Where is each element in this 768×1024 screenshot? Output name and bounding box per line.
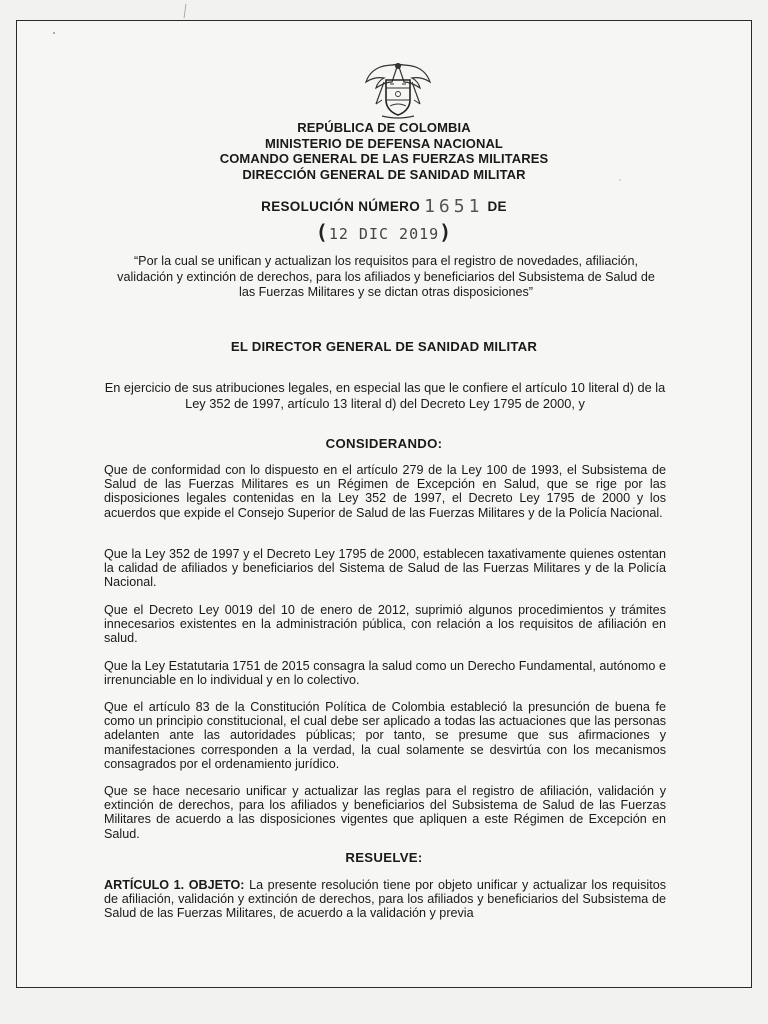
considerando-paragraph: Que la Ley Estatutaria 1751 de 2015 consagra la salud como un Derecho Fundamental, autónomo e irrenunciable en lo individual y en lo colectivo. — [104, 659, 666, 688]
article-1-text: La presente resolución tiene por objeto unificar y actualizar los requisitos de afiliación, validación y extinción de derechos, para los afiliados y beneficiarios del Subsistema de Salud de las Fuerzas Militares, de acuerdo a la validación y previa — [104, 878, 667, 921]
header-command: COMANDO GENERAL DE LAS FUERZAS MILITARES — [219, 151, 549, 166]
date-close-paren: ) — [439, 220, 453, 244]
considerando-paragraph: Que el artículo 83 de la Constitución Política de Colombia estableció la presunción de buena fe como un principio constitucional, el cual debe ser aplicado a todas las actuaciones que las personas adelanten ante las autoridades públicas; por tanto, se presume que sus afirmaciones y manifestaciones corresponden a la verdad, la cual solamente se desvirtúa con los mecanismos consagrados por el ordenamiento jurídico. — [104, 700, 666, 771]
considerando-paragraph: Que el Decreto Ley 0019 del 10 de enero de 2012, suprimió algunos procedimientos y trámites innecesarios existentes en la administración pública, con relación a los requisitos de afiliación en salud. — [104, 603, 666, 646]
director-title: EL DIRECTOR GENERAL DE SANIDAD MILITAR — [230, 339, 538, 354]
resuelve-heading: RESUELVE: — [345, 850, 423, 865]
resolution-date: 12 DIC 2019 — [328, 225, 440, 243]
coat-of-arms-icon — [362, 60, 434, 120]
resolution-number-stamp: 1651 — [424, 196, 484, 217]
header-directorate: DIRECCIÓN GENERAL DE SANIDAD MILITAR — [242, 166, 526, 182]
date-open-paren: ( — [315, 220, 329, 244]
resolution-date-stamp — [0, 220, 768, 244]
considerando-paragraph: Que de conformidad con lo dispuesto en el artículo 279 de la Ley 100 de 1993, el Subsistema de Salud de las Fuerzas Militares es un Régimen de Excepción en Salud, que se rige por las disposiciones legales contenidas en la Ley 352 de 1997, el Decreto Ley 1795 de 2000 y los acuerdos que expide el Consejo Superior de Salud de las Fuerzas Militares y de la Policía Nacional. — [104, 463, 666, 520]
considerando-paragraph: Que se hace necesario unificar y actualizar las reglas para el registro de afiliación, validación y extinción de derechos, para los afiliados y beneficiarios del Subsistema de Salud de las Fuerzas Militares de acuerdo a las disposiciones vigentes que apliquen a este Régimen de Excepción en Salud. — [104, 784, 666, 841]
letterhead — [0, 120, 768, 182]
header-republic: REPÚBLICA DE COLOMBIA — [297, 120, 471, 135]
resolution-subtitle: “Por la cual se unifican y actualizan los requisitos para el registro de novedades, afiliación, validación y extinción de derechos, para los afiliados y beneficiarios del Subsistema de Salud de las Fuerzas Militares y se dictan otras disposiciones” — [117, 254, 655, 300]
resolution-de: DE — [487, 199, 507, 214]
resolution-number-line — [0, 196, 768, 217]
considerando-paragraph: Que la Ley 352 de 1997 y el Decreto Ley 1795 de 2000, establecen taxativamente quienes ostentan la calidad de afiliados y beneficiarios del Sistema de Salud de las Fuerzas Militares y de la Policía Nacional. — [104, 547, 666, 590]
article-1-title: ARTÍCULO 1. OBJETO: — [104, 878, 245, 892]
resolution-label: RESOLUCIÓN NÚMERO — [261, 199, 420, 214]
article-1 — [104, 878, 666, 921]
header-ministry: MINISTERIO DE DEFENSA NACIONAL — [265, 135, 503, 151]
considerando-heading: CONSIDERANDO: — [325, 436, 443, 451]
preamble: En ejercicio de sus atribuciones legales, en especial las que le confiere el artículo 10 literal d) de la Ley 352 de 1997, artículo 13 literal d) del Decreto Ley 1795 de 2000, y — [104, 380, 666, 411]
